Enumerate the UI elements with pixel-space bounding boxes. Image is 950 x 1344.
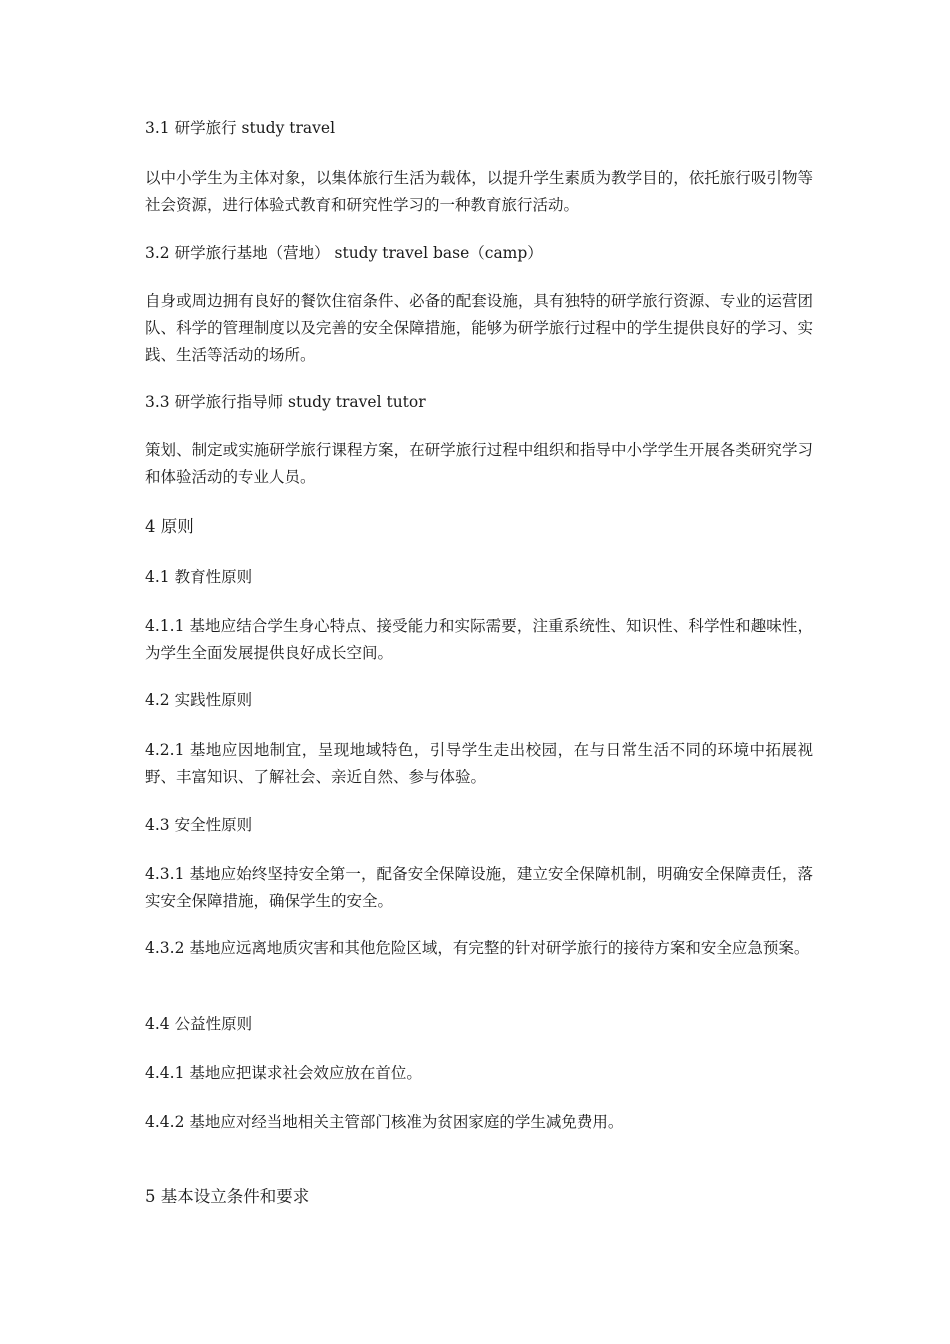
section-4-1-1: 4.1.1 基地应结合学生身心特点、接受能力和实际需要，注重系统性、知识性、科学性和趣味性，为学生全面发展提供良好成长空间。: [145, 617, 813, 662]
section-4-2-1: 4.2.1 基地应因地制宜，呈现地域特色，引导学生走出校园，在与日常生活不同的环境中拓展视野、丰富知识、了解社会、亲近自然、参与体验。: [145, 741, 813, 786]
section-3-1-body: 以中小学生为主体对象，以集体旅行生活为载体，以提升学生素质为教学目的，依托旅行吸引物等社会资源，进行体验式教育和研究性学习的一种教育旅行活动。: [145, 169, 813, 214]
section-3-2-body: 自身或周边拥有良好的餐饮住宿条件、必备的配套设施，具有独特的研学旅行资源、专业的运营团队、科学的管理制度以及完善的安全保障措施，能够为研学旅行过程中的学生提供良好的学习、实践、生活等活动的场所。: [145, 292, 813, 364]
section-4-1-heading: 4.1 教育性原则: [145, 568, 253, 586]
section-4-4-1: 4.4.1 基地应把谋求社会效应放在首位。: [145, 1064, 422, 1082]
section-5-heading: 5 基本设立条件和要求: [145, 1187, 310, 1206]
section-3-1-heading: 3.1 研学旅行 study travel: [145, 119, 336, 137]
section-3-3-heading: 3.3 研学旅行指导师 study travel tutor: [145, 393, 426, 411]
section-4-3-2: 4.3.2 基地应远离地质灾害和其他危险区域，有完整的针对研学旅行的接待方案和安全应急预案。: [145, 939, 810, 957]
section-4-4-2: 4.4.2 基地应对经当地相关主管部门核准为贫困家庭的学生减免费用。: [145, 1113, 624, 1131]
section-4-2-heading: 4.2 实践性原则: [145, 691, 253, 709]
section-4-heading: 4 原则: [145, 517, 194, 536]
section-4-3-heading: 4.3 安全性原则: [145, 816, 253, 834]
section-4-3-1: 4.3.1 基地应始终坚持安全第一，配备安全保障设施，建立安全保障机制，明确安全保障责任，落实安全保障措施，确保学生的安全。: [145, 865, 813, 910]
section-3-2-heading: 3.2 研学旅行基地（营地） study travel base（camp）: [145, 244, 543, 262]
section-4-4-heading: 4.4 公益性原则: [145, 1015, 253, 1033]
section-3-3-body: 策划、制定或实施研学旅行课程方案，在研学旅行过程中组织和指导中小学学生开展各类研究学习和体验活动的专业人员。: [145, 441, 813, 486]
